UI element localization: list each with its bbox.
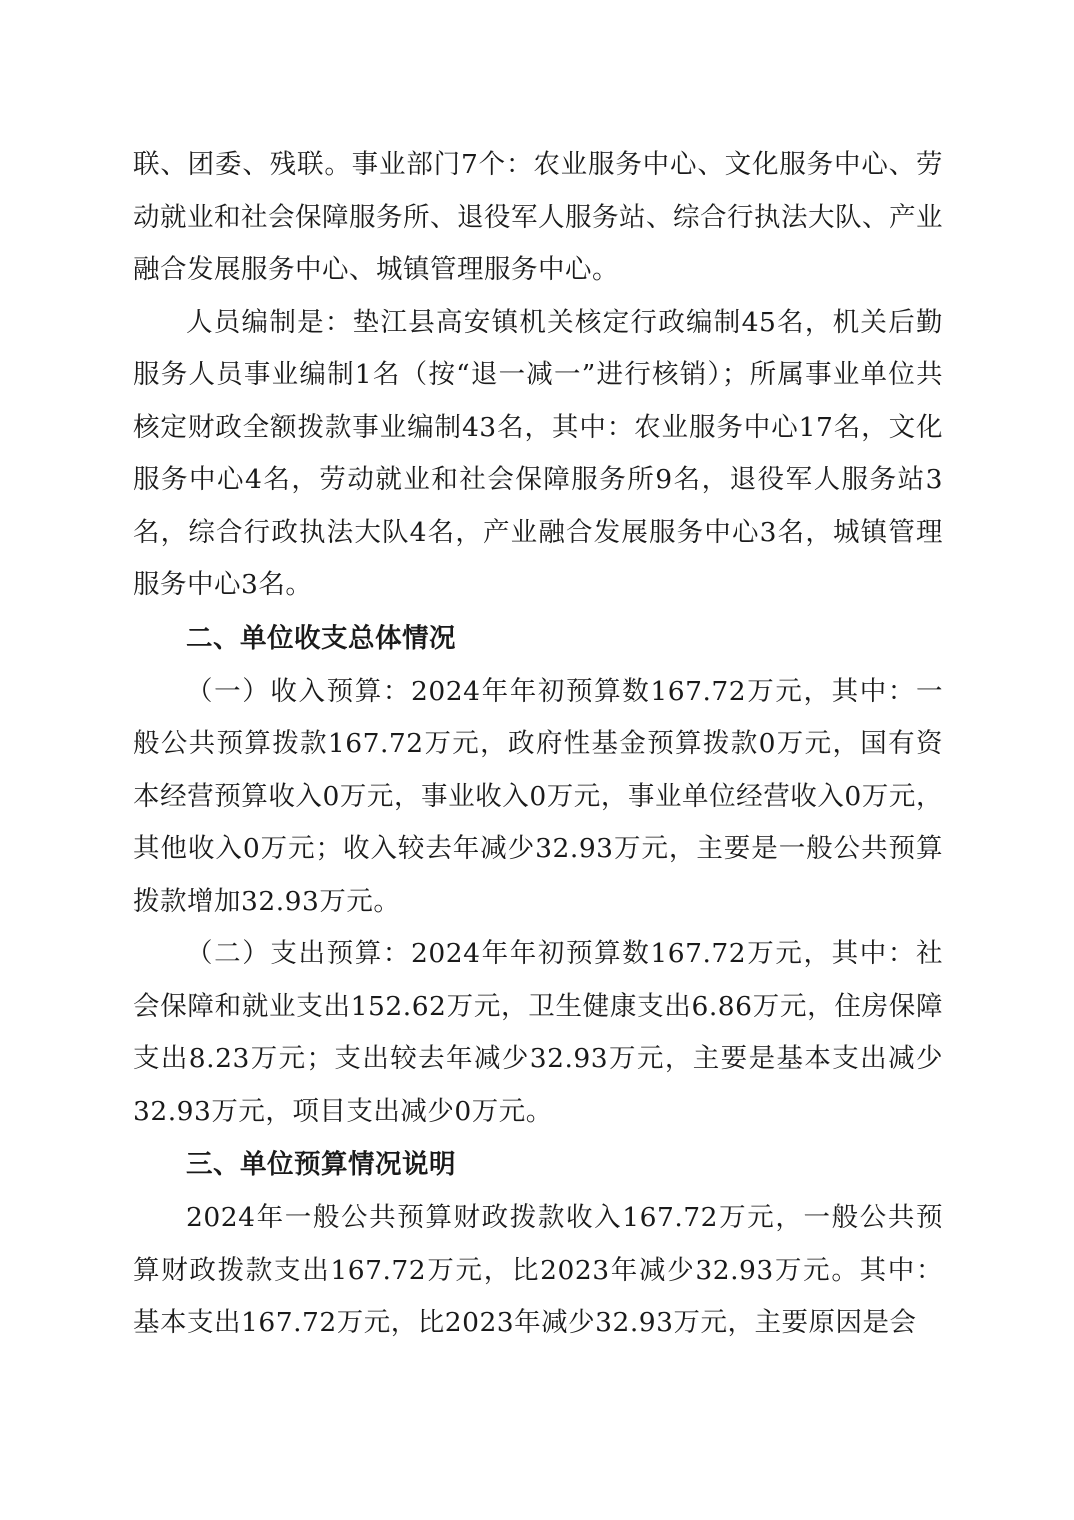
paragraph-departments: 联、团委、残联。事业部门7个：农业服务中心、文化服务中心、劳动就业和社会保障服务所、退役军人服务站、综合行执法大队、产业融合发展服务中心、城镇管理服务中心。 (133, 149, 943, 285)
paragraph-expense-budget: （二）支出预算：2024年年初预算数167.72万元，其中：社会保障和就业支出152.62万元，卫生健康支出6.86万元，住房保障支出8.23万元；支出较去年减少32.93万元，主要是基本支出减少32.93万元，项目支出减少0万元。 (133, 938, 943, 1127)
section-heading-income-expense: 二、单位收支总体情况 (186, 622, 456, 654)
paragraph-budget-explanation: 2024年一般公共预算财政拨款收入167.72万元，一般公共预算财政拨款支出167.72万元，比2023年减少32.93万元。其中：基本支出167.72万元，比2023年减少32.93万元，主要原因是会 (133, 1202, 943, 1338)
section-heading-budget-explanation: 三、单位预算情况说明 (186, 1149, 456, 1180)
document-page (133, 139, 943, 1350)
paragraph-income-budget: （一）收入预算：2024年年初预算数167.72万元，其中：一般公共预算拨款167.72万元，政府性基金预算拨款0万元，国有资本经营预算收入0万元，事业收入0万元，事业单位经营收入0万元，其他收入0万元；收入较去年减少32.93万元，主要是一般公共预算拨款增加32.93万元。 (133, 675, 943, 917)
paragraph-staffing: 人员编制是：垫江县高安镇机关核定行政编制45名，机关后勤服务人员事业编制1名（按“退一减一”进行核销）；所属事业单位共核定财政全额拨款事业编制43名，其中：农业服务中心17名，文化服务中心4名，劳动就业和社会保障服务所9名，退役军人服务站3名，综合行政执法大队4名，产业融合发展服务中心3名，城镇管理服务中心3名。 (133, 306, 943, 600)
